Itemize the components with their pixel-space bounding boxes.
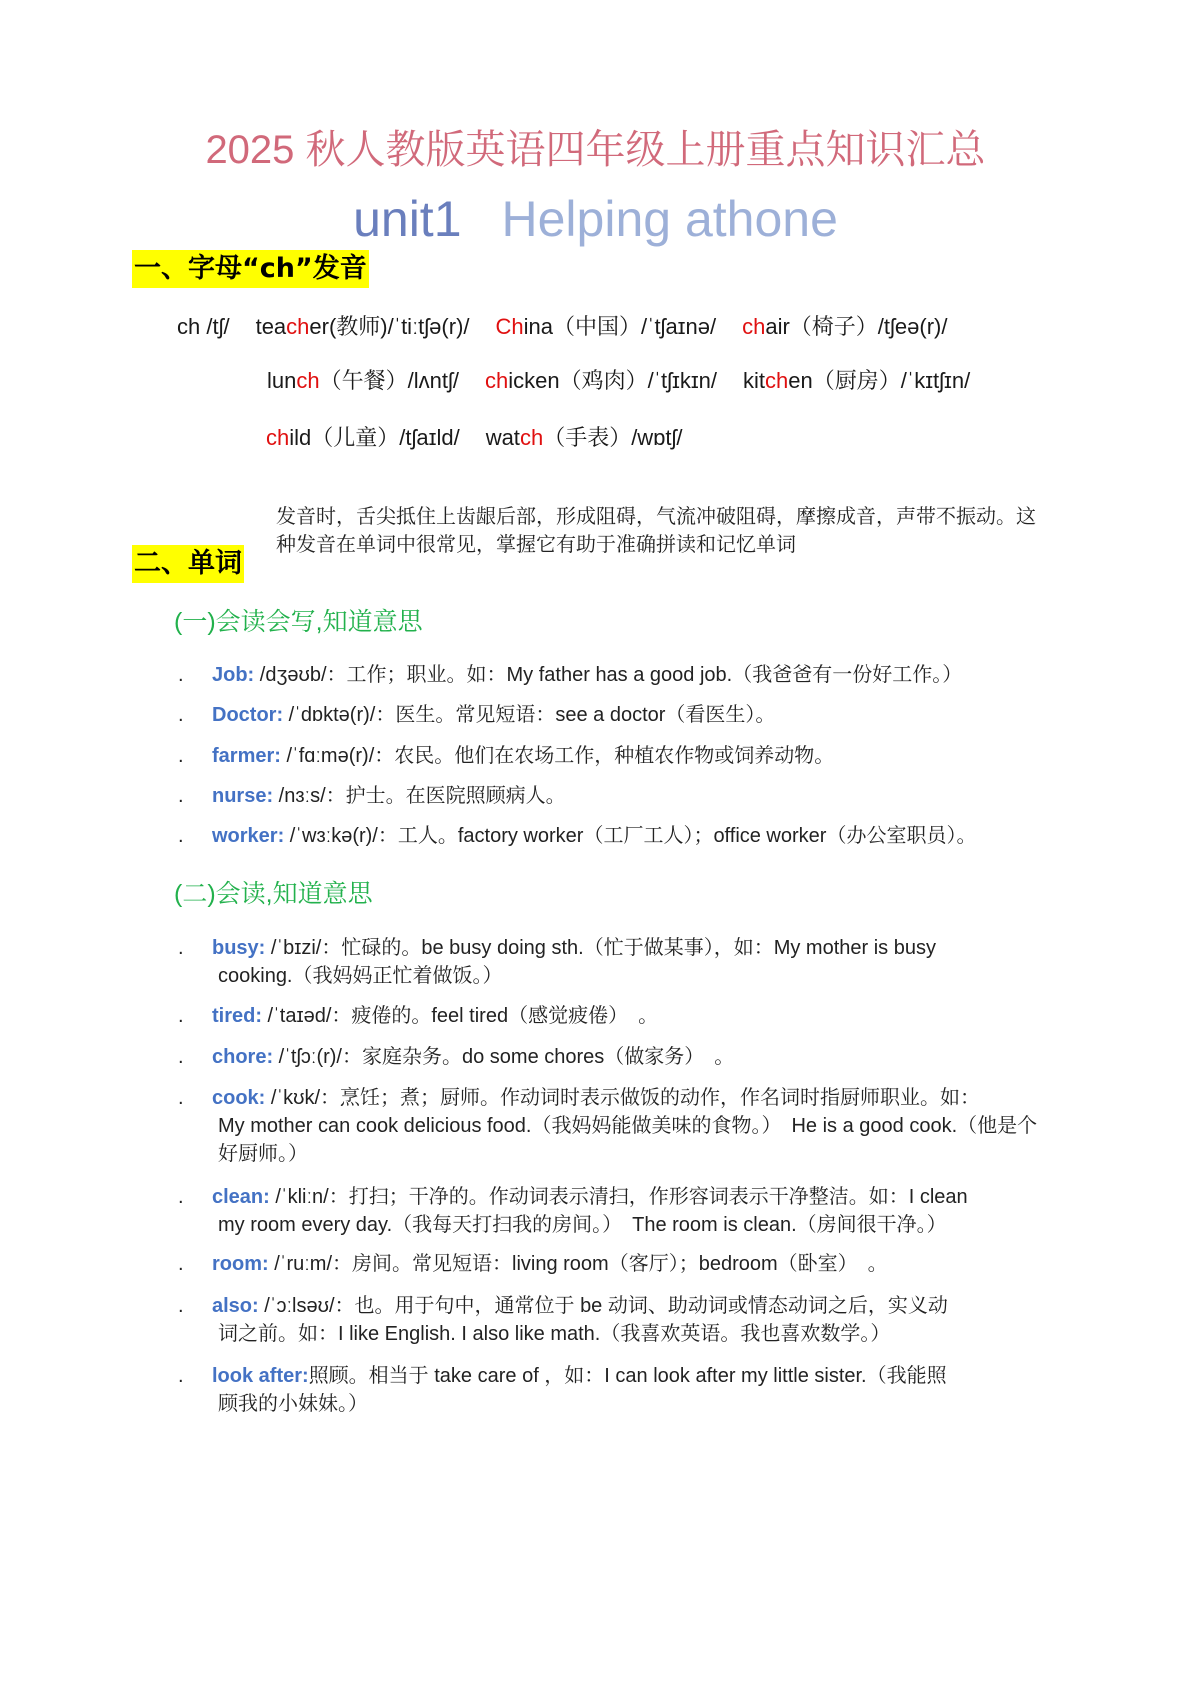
ch-highlight: Ch <box>495 314 524 339</box>
vocab-word: worker: <box>212 825 285 847</box>
vocab-item <box>178 822 1040 850</box>
vocab-definition: /ˈtʃɔː(r)/：家庭杂务。do some chores（做家务） 。 <box>273 1046 735 1068</box>
ch-highlight: ch <box>484 368 509 393</box>
vocab-definition-continued: 词之前。如：I like English. I also like math.（我喜欢英语。我也喜欢数学。） <box>218 1323 891 1345</box>
phonics-line-3 <box>266 421 709 452</box>
vocab-item <box>178 1043 1040 1071</box>
phonics-line-2 <box>267 364 996 395</box>
vocab-definition: /ˈɔːlsəʊ/：也。用于句中，通常位于 be 动词、助动词或情态动词之后，实义动 <box>258 1295 948 1317</box>
vocab-word: tired: <box>212 1005 262 1027</box>
vocab-item <box>178 1292 1040 1348</box>
phonics-word <box>496 314 717 339</box>
bullet-dot: . <box>178 1365 184 1387</box>
vocab-word: cook: <box>212 1087 266 1109</box>
phonics-text: en（厨房）/ˈkɪtʃɪn/ <box>788 368 971 393</box>
vocab-definition-continued: cooking.（我妈妈正忙着做饭。） <box>218 965 503 987</box>
vocab-word: busy: <box>212 937 266 959</box>
section-heading-vocabulary: 二、单词 <box>132 545 244 583</box>
phonics-line-1 <box>177 310 973 341</box>
subheading-read-write: (一)会读会写,知道意思 <box>174 608 423 636</box>
bullet-dot: . <box>178 1005 184 1027</box>
vocab-item <box>178 1362 1040 1418</box>
bullet-dot: . <box>178 785 184 807</box>
phonics-word <box>266 425 460 450</box>
document-title: 2025 秋人教版英语四年级上册重点知识汇总 <box>205 128 986 172</box>
vocab-definition: /nɜːs/：护士。在医院照顾病人。 <box>273 785 566 807</box>
bullet-dot: . <box>178 1186 184 1208</box>
phonics-text: ina（中国）/ˈtʃaɪnə/ <box>523 314 717 339</box>
subheading-read-only: (二)会读,知道意思 <box>174 880 373 908</box>
vocab-item <box>178 742 1040 770</box>
vocab-item <box>178 1183 1040 1239</box>
vocab-item <box>178 782 1040 810</box>
phonics-word <box>742 314 947 339</box>
ch-highlight: ch <box>519 425 544 450</box>
phonics-word <box>485 368 717 393</box>
bullet-dot: . <box>178 745 184 767</box>
phonics-word <box>267 368 459 393</box>
vocab-definition: /ˈdɒktə(r)/：医生。常见短语：see a doctor（看医生）。 <box>283 704 776 726</box>
ch-highlight: ch <box>296 368 320 393</box>
vocab-definition: /ˈbɪzi/：忙碌的。be busy doing sth.（忙于做某事），如：My mother is busy <box>265 937 936 959</box>
bullet-dot: . <box>178 825 184 847</box>
bullet-dot: . <box>178 1046 184 1068</box>
ch-highlight: ch <box>742 314 766 339</box>
vocab-definition: 照顾。相当于 take care of ，如：I can look after my little sister.（我能照 <box>308 1365 947 1387</box>
unit-name: Helping athone <box>501 191 838 247</box>
bullet-dot: . <box>178 1253 184 1275</box>
vocab-word: clean: <box>212 1186 270 1208</box>
phonics-text: （手表）/wɒtʃ/ <box>543 425 683 450</box>
vocab-word: nurse: <box>212 785 274 807</box>
phonics-text: ch /tʃ/ <box>177 314 230 339</box>
vocab-item <box>178 1084 1040 1168</box>
ch-highlight: ch <box>266 425 290 450</box>
phonics-text: （午餐）/lʌntʃ/ <box>319 368 459 393</box>
unit-title <box>0 190 1191 248</box>
vocab-definition: /ˈfɑːmə(r)/：农民。他们在农场工作，种植农作物或饲养动物。 <box>280 745 835 767</box>
ch-highlight: ch <box>765 368 789 393</box>
vocab-item <box>178 701 1040 729</box>
phonics-text: icken（鸡肉）/ˈtʃɪkɪn/ <box>508 368 718 393</box>
vocab-item <box>178 661 1040 689</box>
bullet-dot: . <box>178 664 184 686</box>
phonics-text: tea <box>255 314 287 339</box>
phonics-text: air（椅子）/tʃeə(r)/ <box>765 314 948 339</box>
vocab-word: also: <box>212 1295 259 1317</box>
vocab-word: Job: <box>212 664 255 686</box>
bullet-dot: . <box>178 1295 184 1317</box>
bullet-dot: . <box>178 1087 184 1109</box>
phonics-word <box>486 425 683 450</box>
section-heading-ch-pronunciation: 一、字母“ch”发音 <box>132 250 369 288</box>
vocab-definition: /ˈkʊk/：烹饪；煮；厨师。作动词时表示做饭的动作，作名词时指厨师职业。如： <box>265 1087 981 1109</box>
vocab-item <box>178 1250 1040 1278</box>
ch-highlight: ch <box>286 314 310 339</box>
vocab-definition: /dʒəʊb/：工作；职业。如：My father has a good job.（我爸爸有一份好工作。） <box>254 664 963 686</box>
vocab-word: room: <box>212 1253 269 1275</box>
vocab-word: farmer: <box>212 745 281 767</box>
vocab-word: Doctor: <box>212 704 284 726</box>
phonics-word <box>177 314 230 339</box>
vocab-item <box>178 1002 1040 1030</box>
phonics-word <box>743 368 970 393</box>
phonics-text: lun <box>267 368 297 393</box>
phonics-text: kit <box>743 368 766 393</box>
vocab-definition: /ˈwɜːkə(r)/：工人。factory worker（工厂工人）；office worker（办公室职员）。 <box>284 825 977 847</box>
pronunciation-note: 发音时，舌尖抵住上齿龈后部，形成阻碍，气流冲破阻碍，摩擦成音，声带不振动。这种发音在单词中很常见，掌握它有助于准确拼读和记忆单词 <box>276 504 1036 556</box>
phonics-text: wat <box>485 425 520 450</box>
vocab-definition: /ˈruːm/：房间。常见短语：living room（客厅）；bedroom（卧室） 。 <box>268 1253 888 1275</box>
vocab-definition-continued: 顾我的小妹妹。） <box>218 1393 368 1415</box>
vocab-item <box>178 934 1040 990</box>
vocab-definition: /ˈtaɪəd/：疲倦的。feel tired（感觉疲倦） 。 <box>262 1005 659 1027</box>
vocab-definition: /ˈkliːn/：打扫；干净的。作动词表示清扫，作形容词表示干净整洁。如：I clean <box>269 1186 968 1208</box>
phonics-text: ild（儿童）/tʃaɪld/ <box>289 425 460 450</box>
vocab-word: chore: <box>212 1046 274 1068</box>
phonics-text: er(教师)/ˈtiːtʃə(r)/ <box>309 314 470 339</box>
bullet-dot: . <box>178 704 184 726</box>
vocab-definition-continued: my room every day.（我每天打扫我的房间。） The room is clean.（房间很干净。） <box>218 1214 947 1236</box>
bullet-dot: . <box>178 937 184 959</box>
vocab-word: look after: <box>212 1365 309 1387</box>
phonics-word <box>256 314 470 339</box>
vocab-definition-continued: My mother can cook delicious food.（我妈妈能做美味的食物。） He is a good cook.（他是个好厨师。） <box>218 1115 1038 1165</box>
unit-number: unit1 <box>353 191 462 247</box>
